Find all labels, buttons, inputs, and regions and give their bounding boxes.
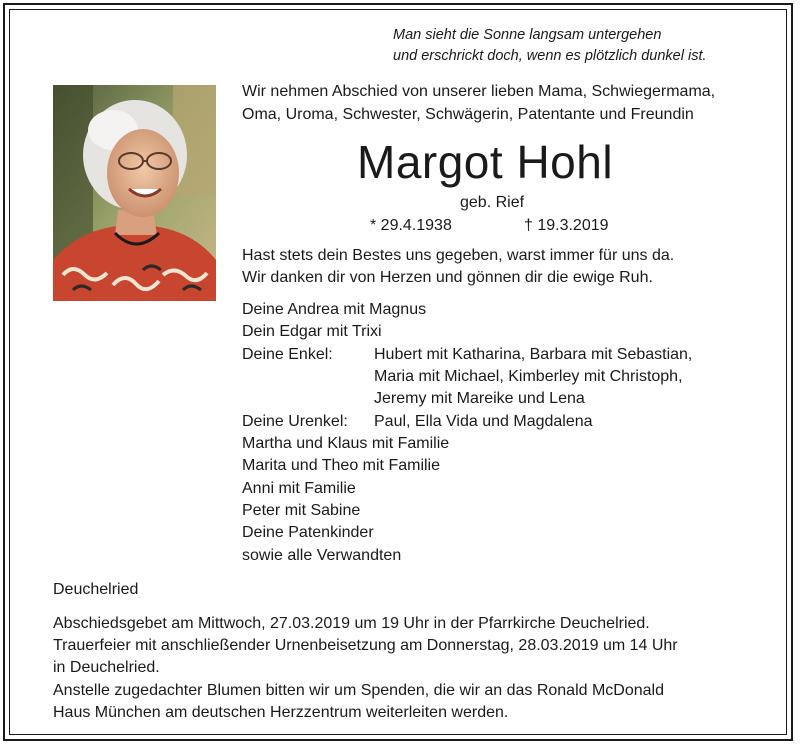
notice-line-1: Abschiedsgebet am Mittwoch, 27.03.2019 um 19 Uhr in der Pfarrkirche Deuchelried. [53, 615, 650, 632]
notice-line-2: Trauerfeier mit anschließender Urnenbeisetzung am Donnerstag, 28.03.2019 um 14 Uhr [53, 637, 678, 654]
mourner-patenkinder: Deine Patenkinder [242, 524, 374, 541]
enkel-line-2: Maria mit Michael, Kimberley mit Christoph, [374, 368, 683, 385]
portrait-photo [53, 85, 216, 301]
mourner-andrea: Deine Andrea mit Magnus [242, 301, 427, 318]
mourner-anni: Anni mit Familie [242, 480, 356, 497]
quote-line-1: Man sieht die Sonne langsam untergehen [393, 27, 662, 43]
mourner-verwandte: sowie alle Verwandten [242, 547, 402, 564]
death-date: † 19.3.2019 [524, 217, 609, 234]
verse-line-2: Wir danken dir von Herzen und gönnen dir die ewige Ruh. [242, 269, 653, 286]
enkel-line-1: Hubert mit Katharina, Barbara mit Sebastian, [374, 346, 693, 363]
enkel-label: Deine Enkel: [242, 346, 333, 363]
place: Deuchelried [53, 581, 139, 598]
notice-line-5: Haus München am deutschen Herzzentrum weiterleiten werden. [53, 704, 509, 721]
mourner-peter: Peter mit Sabine [242, 502, 361, 519]
birth-date: * 29.4.1938 [370, 217, 452, 234]
birth-name: geb. Rief [460, 194, 525, 211]
notice-line-3: in Deuchelried. [53, 659, 160, 676]
intro-line-2: Oma, Uroma, Schwester, Schwägerin, Patentante und Freundin [242, 106, 694, 123]
mourner-edgar: Dein Edgar mit Trixi [242, 323, 382, 340]
deceased-name: Margot Hohl [357, 136, 614, 188]
mourner-marita: Marita und Theo mit Familie [242, 457, 440, 474]
urenkel-names: Paul, Ella Vida und Magdalena [374, 413, 593, 430]
notice-line-4: Anstelle zugedachter Blumen bitten wir um Spenden, die wir an das Ronald McDonald [53, 682, 665, 699]
intro-line-1: Wir nehmen Abschied von unserer lieben Mama, Schwiegermama, [242, 83, 716, 100]
verse-line-1: Hast stets dein Bestes uns gegeben, warst immer für uns da. [242, 247, 675, 264]
quote-line-2: und erschrickt doch, wenn es plötzlich dunkel ist. [393, 48, 707, 64]
mourner-martha: Martha und Klaus mit Familie [242, 435, 450, 452]
enkel-line-3: Jeremy mit Mareike und Lena [374, 390, 585, 407]
urenkel-label: Deine Urenkel: [242, 413, 348, 430]
